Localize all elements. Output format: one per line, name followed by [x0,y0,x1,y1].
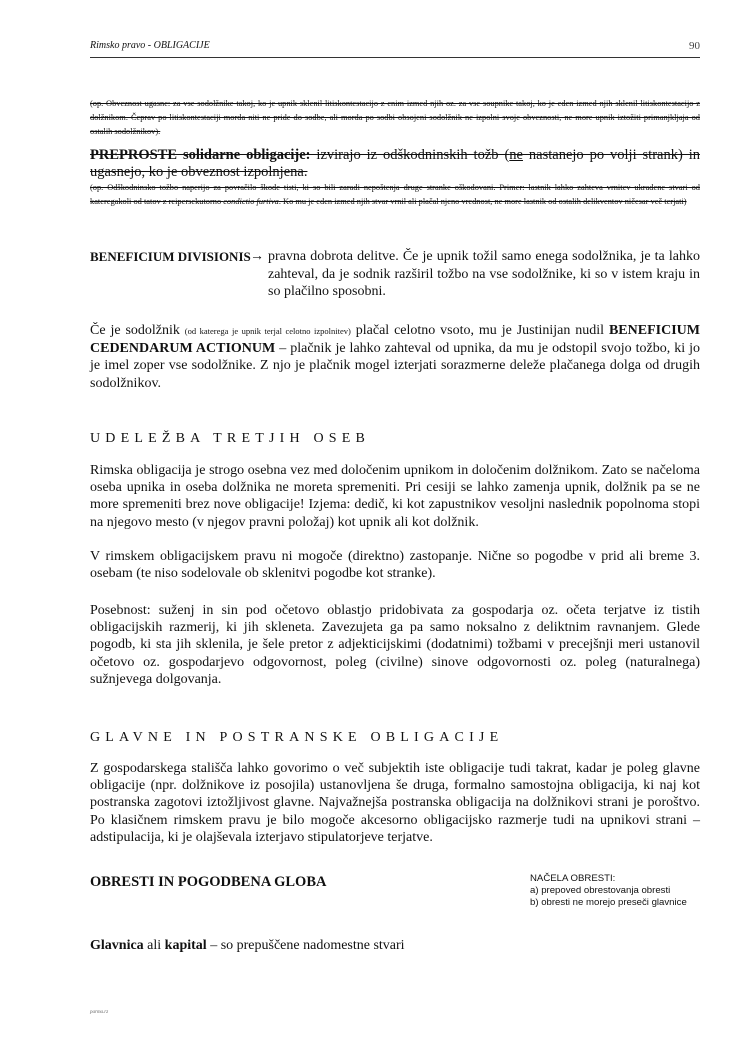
heading-glavne: GLAVNE IN POSTRANSKE OBLIGACIJE [90,730,504,745]
sidenote-nacela [530,873,687,909]
glavnica-paragraph [90,937,700,954]
text: . Ko mu je eden izmed njih stvar vrnil ali plačal njeno vrednost, ne more lastnik od ostalih delikventov ničesar več terjati) [278,197,687,206]
paragraph: Rimska obligacija je strogo osebna vez med določenim upnikom in določenim dolžnikom. Zato se načeloma oseba upnika in oseba dolžnika ne moreta spremeniti. Pri cesiji se lahko zamenja upnik, dolžnik pa se ne more spremeniti brez nove obligacije! Izjema: dedič, ki kot zapustnikov vesoljni naslednik popolnoma stopi na njegovo mesto (v njegov pravni položaj) kot upnik ali kot dolžnik. [90,463,700,530]
text: nastanejo po volji strank) in ugasnejo, ko je obveznost izpolnjena. [90,147,700,180]
beneficium-term: BENEFICIUM DIVISIONIS [90,249,251,264]
arrow-icon: → [250,249,264,264]
text: – plačnik je lahko zahteval od upnika, da mu je odstopil svojo tožbo, ki jo je imel zoper vse sodolžnike. Z njo je plačnik mogel izterjati sorazmerne deleže plačanega dolga od drugih sodolžnikov. [90,341,700,391]
sidenote-item: a) prepoved obrestovanja obresti [530,885,671,896]
heading-obresti: OBRESTI IN POGODBENA GLOBA [90,874,327,890]
small-note: (od katerega je upnik terjal celotno izpolnitev) [184,326,351,336]
text: izvirajo iz odškodninskih tožb ( [310,147,510,163]
bold-term: Glavnica [90,938,144,953]
paragraph: V rimskem obligacijskem pravu ni mogoče (direktno) zastopanje. Nične so pogodbe v prid ali breme 3. osebam (te niso sodelovale ob sklenitvi pogodbe kot stranke). [90,549,700,582]
text: plačal celotno vsoto, mu je Justinijan nudil [350,323,609,338]
note-obveznost: (op. Obveznost ugasne: za vse sodolžnike takoj, ko je upnik sklenil litiskontestacijo z enim izmed njih oz. za vse soupnike takoj, ko je eden izmed njih sklenil litiskontestacijo z dolžnikom. Čeprav po litiskontestaciji morda niti ne pride do sodbe, ali morda po sodbi obsojeni sodolžnik ne izpolni svoje obveznosti, ne more upnik iztožiti primanjkljaja od ostalih sodolžnikov). [90,99,700,136]
preproste-term: PREPROSTE solidarne obligacije: [90,147,311,163]
underlined-word: ne [509,147,523,163]
heading-udelezba: UDELEŽBA TRETJIH OSEB [90,431,371,446]
beneficium-text: pravna dobrota delitve. Če je upnik tožil samo enega sodolžnika, je ta lahko zahteval, da je sodnik razširil tožbo na vse sodolžnike, ki so v istem kraju in so plačilno sposobni. [268,249,700,299]
bold-term: BENEFICIUM CEDENDARUM ACTIONUM [90,323,700,357]
text: Če je sodolžnik [90,323,185,338]
footer: parma.rz [90,1010,109,1015]
note-odskodninsko [90,181,700,209]
cedendarum-paragraph [90,322,700,392]
italic-term: condictio furtiva [223,197,279,206]
page-header [90,40,700,58]
paragraph: Z gospodarskega stališča lahko govorimo o več subjektih iste obligacije tudi takrat, kadar je poleg glavne obligacije (npr. dolžnikove iz posojila) ustanovljena še druga, formalno samostojna obligacija, ki naj kot postranska zagotovi iztožljivost glavne. Najvažnejša postranska obligacija na dolžnikovi strani je poroštvo. Po klasičnem rimskem pravu je bilo mogoče akcesorno obligacijsko razmerje tudi na upnikovi strani – adstipulacija, ki je olajševala izterjavo stipulatorjeve terjatve. [90,761,700,845]
sidenote-item: b) obresti ne morejo preseči glavnice [530,897,687,908]
bold-term: kapital [164,938,207,953]
paragraph: Posebnost: suženj in sin pod očetovo oblastjo pridobivata za gospodarja oz. očeta terjatve iz tistih obligacijskih razmerij, ki jih skleneta. Zavezujeta ga pa samo noksalno z deliktnim ravnanjem. Glede pogodb, ki sta jih sklenila, je šele pretor z adjekticijskimi (dodatnimi) tožbami v precejšnji meri ustanovil očetovo oz. gospodarjevo odgovornost, poleg (civilne) sinove odgovornosti oz. poleg (naturalnega) sužnjevega dolgovanja. [90,603,700,687]
text: – so prepuščene nadomestne stvari [206,938,405,953]
header-title: Rimsko pravo - OBLIGACIJE [90,40,210,51]
page-number: 90 [689,40,700,52]
beneficium-divisionis [90,248,700,301]
text: (op. Odškodninsko tožbo naperijo za povračilo škode tisti, ki so bili zaradi nepoštenja druge stranke oškodovani. Primer: lastnik lahko zahteva vrnitev ukradene stvari od kateregakoli od tatov z reipersekutorno [90,183,700,206]
text: ali [143,938,165,953]
sidenote-title: NAČELA OBRESTI: [530,873,616,884]
preproste-paragraph [90,147,700,181]
